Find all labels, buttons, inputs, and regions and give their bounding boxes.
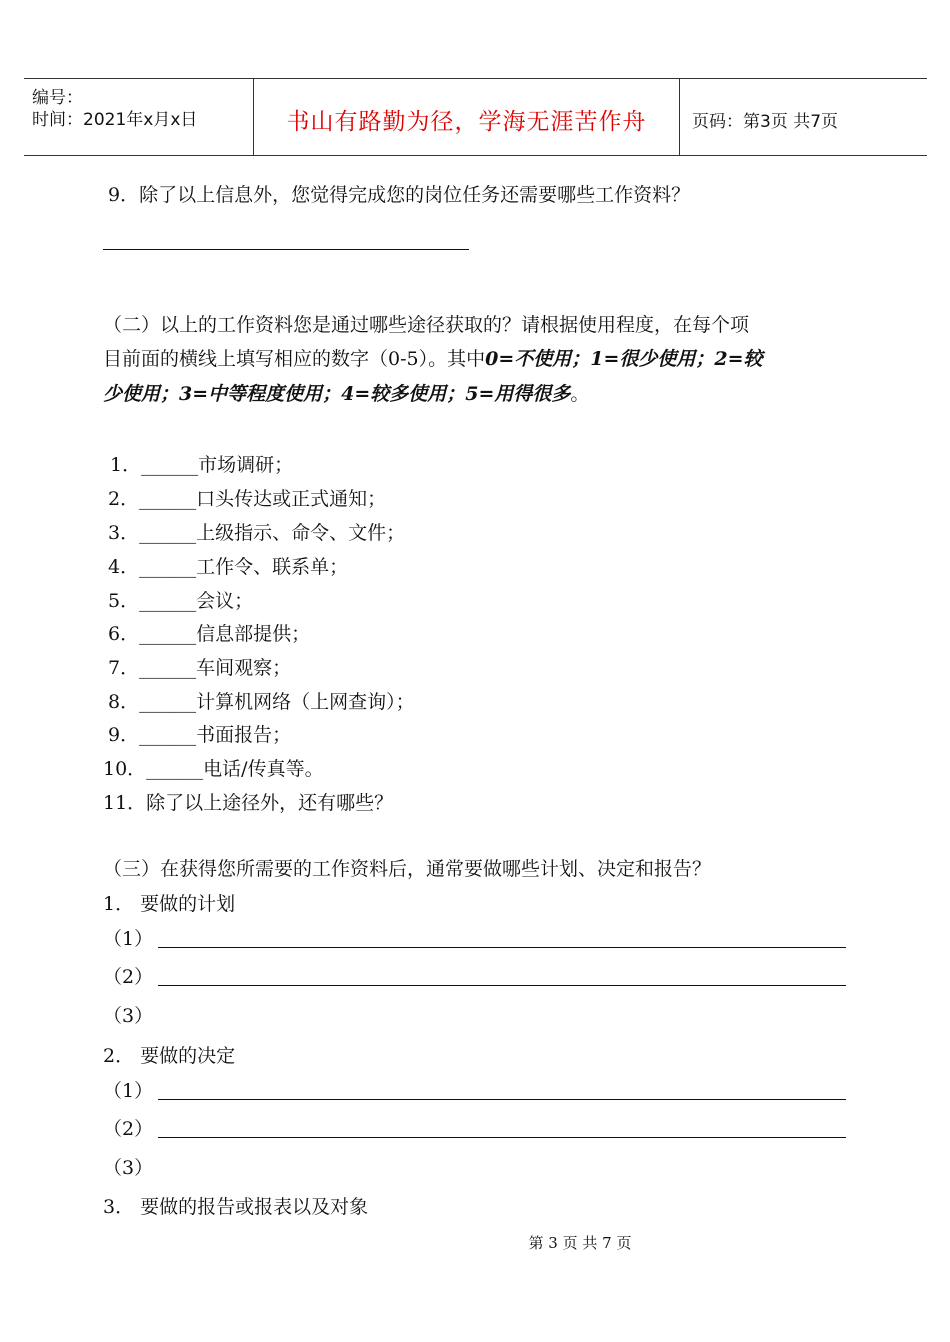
- plan-line-2[interactable]: [158, 985, 846, 986]
- report-title: 3． 要做的报告或报表以及对象: [103, 1196, 369, 1218]
- decision-line-2[interactable]: [158, 1137, 846, 1138]
- source-item-11: 11．除了以上途径外，还有哪些？: [103, 792, 394, 814]
- source-item-10: 10．______电话/传真等。: [103, 758, 324, 780]
- source-item-7: 7．______车间观察；: [108, 657, 292, 679]
- source-item-5: 5．______会议；: [108, 590, 254, 612]
- plan-sub-1: （1）: [103, 928, 154, 950]
- time-label: 时间：2021年x月x日: [32, 110, 198, 130]
- section2-line1: （二）以上的工作资料您是通过哪些途径获取的？请根据使用程度，在每个项: [103, 314, 750, 336]
- decision-sub-3: （3）: [103, 1157, 154, 1179]
- source-item-4: 4．______工作令、联系单；: [108, 556, 349, 578]
- page-footer: [0, 1232, 950, 1253]
- source-item-3: 3．______上级指示、命令、文件；: [108, 522, 406, 544]
- q9-answer-line[interactable]: [103, 249, 469, 250]
- plan-line-1[interactable]: [158, 947, 846, 948]
- number-label: 编号：: [32, 88, 83, 108]
- header-motto-cell: [254, 79, 680, 155]
- plan-title: 1． 要做的计划: [103, 893, 236, 915]
- scale-part1: 0=不使用；1=很少使用；2=较: [485, 348, 763, 370]
- plan-sub-3: （3）: [103, 1005, 154, 1027]
- motto: 书山有路勤为径，学海无涯苦作舟: [286, 109, 647, 135]
- source-item-9: 9．______书面报告；: [108, 724, 292, 746]
- section2-line2-text: 目前面的横线上填写相应的数字（0-5）。其中: [103, 348, 486, 370]
- section2-line2: [103, 348, 763, 371]
- page-header: [24, 78, 927, 156]
- decision-line-1[interactable]: [158, 1099, 846, 1100]
- source-item-6: 6．______信息部提供；: [108, 623, 311, 645]
- question-9: 9．除了以上信息外，您觉得完成您的岗位任务还需要哪些工作资料？: [108, 184, 691, 206]
- section3-intro: （三）在获得您所需要的工作资料后，通常要做哪些计划、决定和报告？: [103, 858, 712, 880]
- section2-line3: [103, 383, 589, 406]
- source-item-8: 8．______计算机网络（上网查询）；: [108, 691, 415, 713]
- footer-page-number: 第 3 页 共 7 页: [528, 1234, 632, 1252]
- source-item-2: 2．______口头传达或正式通知；: [108, 488, 387, 510]
- decision-title: 2． 要做的决定: [103, 1045, 236, 1067]
- scale-part2: 少使用；3=中等程度使用；4=较多使用；5=用得很多: [103, 383, 571, 405]
- decision-sub-1: （1）: [103, 1080, 154, 1102]
- decision-sub-2: （2）: [103, 1118, 154, 1140]
- plan-sub-2: （2）: [103, 966, 154, 988]
- source-item-1: 1．______市场调研；: [110, 454, 294, 476]
- section2-line3-end: 。: [570, 383, 590, 405]
- header-right-cell: [680, 79, 927, 155]
- page-label: 页码：第3页 共7页: [692, 112, 839, 132]
- header-left-cell: [24, 79, 254, 155]
